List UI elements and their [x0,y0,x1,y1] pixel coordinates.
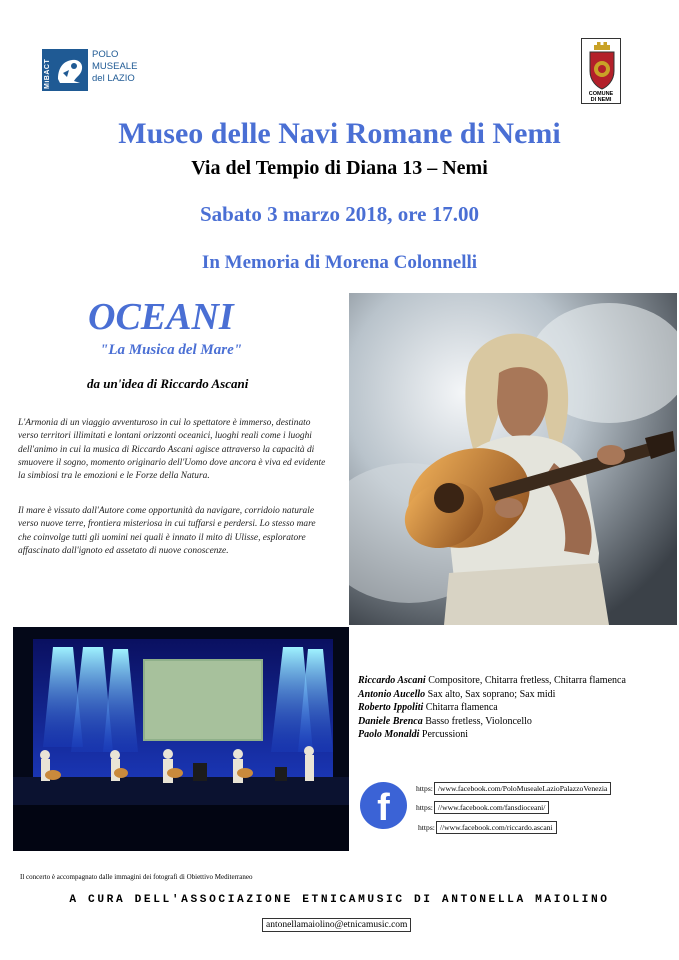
organizer-credit: A CURA DELL'ASSOCIAZIONE ETNICAMUSIC DI ANTONELLA MAIOLINO [69,894,610,906]
museum-title: Museo delle Navi Romane di Nemi [118,117,561,150]
polo-line3: del LAZIO [92,73,135,84]
show-title: OCEANI [88,296,234,338]
musician-name: Antonio Aucello [358,688,426,700]
polo-line2: MUSEALE [92,61,138,72]
musician-row [358,728,626,742]
musician-role: Basso fretless, Violoncello [422,715,532,727]
musician-name: Daniele Brenca [358,715,423,727]
polo-museale-text [92,49,137,85]
musician-role: Compositore, Chitarra fretless, Chitarra flamenca [425,675,626,686]
link-prefix: https: [416,803,433,812]
musician-row [358,674,626,688]
coat-of-arms-icon [585,41,619,91]
event-date: Sabato 3 marzo 2018, ore 17.00 [200,202,479,226]
concert-stage-photo [13,627,349,851]
description-paragraph-1: L'Armonia di un viaggio avventuroso in cui lo spettatore è immerso, destinato verso territori illimitati e lontani orizzonti oceanici, luoghi reali come i luoghi dell'animo in cui la musica di Riccardo Ascani agisce attraverso la capacità di smuovere il sogno, momento originario dell'Uomo dove ancora è viva ed evidente la simbiosi tra le emozioni e le Forze della Natura. [18,418,326,482]
musician-name: Paolo Monaldi [358,729,420,740]
link-prefix: https: [416,784,433,793]
facebook-link-polo-museale[interactable] [416,782,611,795]
address: Via del Tempio di Diana 13 – Nemi [191,157,488,179]
musician-role: Sax alto, Sax soprano; Sax midi [425,688,556,700]
polo-museale-logo [42,49,142,93]
mibact-logo-mark [42,49,88,91]
contact-email[interactable]: antonellamaiolino@etnicamusic.com [262,918,411,932]
lion-emblem-icon [54,53,86,87]
musician-role: Chitarra flamenca [423,702,498,713]
musician-row [358,701,626,715]
link-url[interactable]: //www.facebook.com/fansdioceani/ [434,801,549,814]
musician-row [358,688,626,702]
musician-role: Percussioni [419,729,469,740]
guitarist-photo [349,293,677,625]
musician-name: Roberto Ippoliti [358,702,424,713]
link-url[interactable]: /www.facebook.com/PoloMusealeLazioPalazzoVenezia [434,782,611,795]
show-subtitle: "La Musica del Mare" [100,342,243,358]
memorial-dedication: In Memoria di Morena Colonnelli [201,252,478,273]
facebook-link-riccardo-ascani[interactable] [418,821,557,834]
polo-line1: POLO [92,49,119,60]
facebook-icon[interactable]: f [360,782,407,829]
comune-caption-line1: COMUNE [588,91,614,97]
facebook-link-fansdioceani[interactable] [416,801,549,814]
link-prefix: https: [418,823,435,832]
mibact-mark-text: MiBACT [44,58,51,89]
link-url[interactable]: //www.facebook.com/riccardo.ascani [436,821,557,834]
comune-caption-line2: DI NEMI [590,97,612,103]
musician-row [358,715,626,729]
show-author-credit: da un'idea di Riccardo Ascani [87,376,249,391]
musicians-list [358,674,626,742]
description-paragraph-2: Il mare è vissuto dall'Autore come opportunità da navigare, corridoio naturale verso nuove terre, frontiera misteriosa in cui tuffarsi e perdersi. Lo stesso mare che coinvolge tutti gli uomini nei quali è innato il mito di Ulisse, esploratore affascinato dall'ignoto ed assetato di nuove conoscenze. [18,506,316,556]
musician-name: Riccardo Ascani [358,675,426,686]
comune-di-nemi-logo [581,38,621,104]
photo-credit: Il concerto è accompagnato dalle immagini dei fotografi di Obiettivo Mediterraneo [20,873,253,881]
